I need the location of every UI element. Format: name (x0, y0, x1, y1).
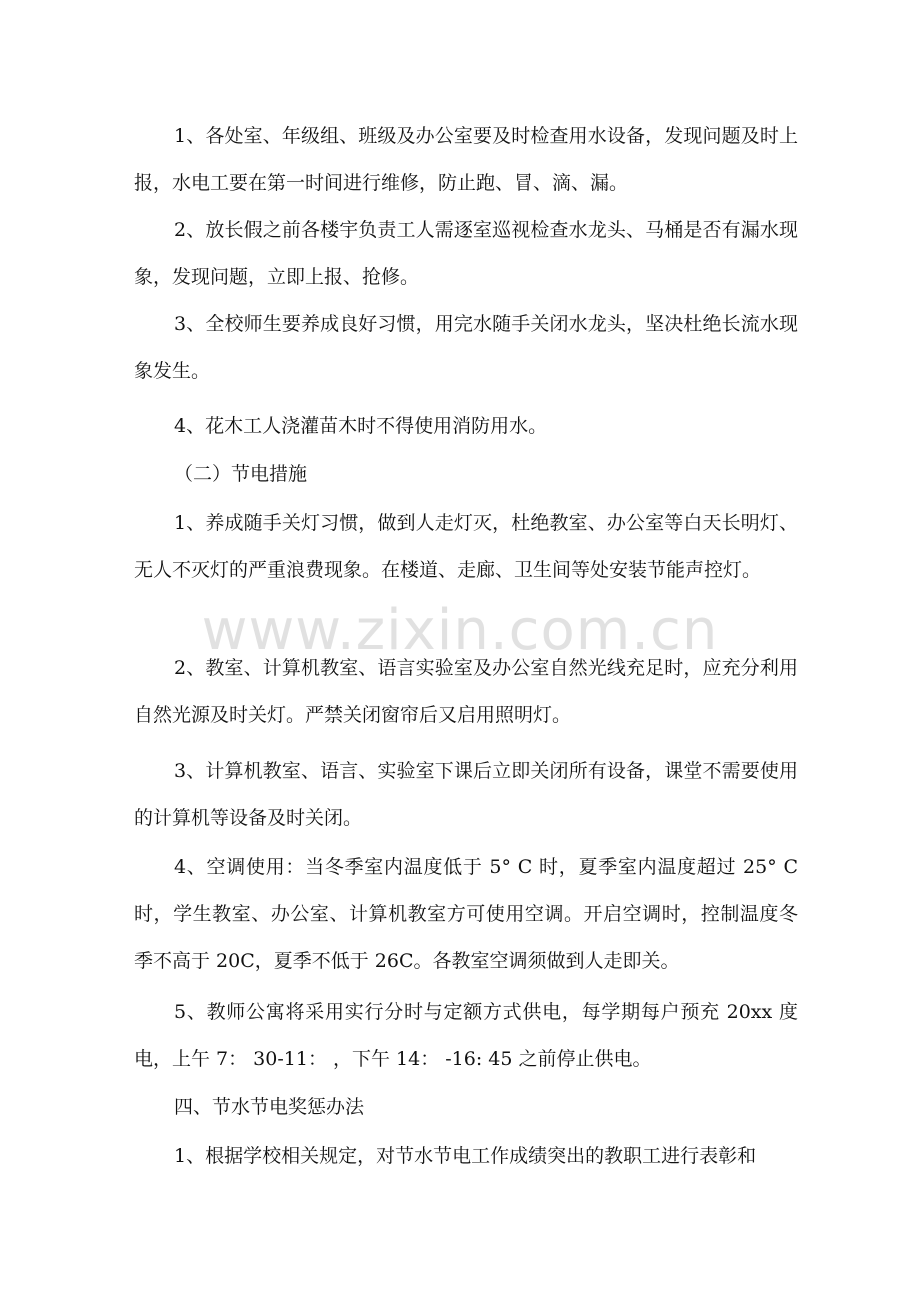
section-heading-electricity: （二）节电措施 (174, 463, 308, 485)
paragraph-power-2: 2、教室、计算机教室、语言实验室及办公室自然光线充足时，应充分利用自然光源及时关灯。严禁关闭窗帘后又启用照明灯。 (134, 657, 798, 726)
paragraph-water-2: 2、放长假之前各楼宇负责工人需逐室巡视检查水龙头、马桶是否有漏水现象，发现问题，立即上报、抢修。 (134, 219, 798, 288)
paragraph-power-4: 4、空调使用：当冬季室内温度低于 5° C 时，夏季室内温度超过 25° C 时，学生教室、办公室、计算机教室方可使用空调。开启空调时，控制温度冬季不高于 20C，夏季不低于 26C。各教室空调须做到人走即关。 (134, 856, 798, 972)
paragraph-power-5: 5、教师公寓将采用实行分时与定额方式供电，每学期每户预充 20xx 度电，上午 7： 30-11： ，下午 14： -16: 45 之前停止供电。 (134, 1001, 798, 1070)
paragraph-power-1: 1、养成随手关灯习惯，做到人走灯灭，杜绝教室、办公室等白天长明灯、无人不灭灯的严重浪费现象。在楼道、走廊、卫生间等处安装节能声控灯。 (134, 512, 798, 581)
paragraph-rewards-1: 1、根据学校相关规定，对节水节电工作成绩突出的教职工进行表彰和 (174, 1145, 757, 1167)
paragraph-power-3: 3、计算机教室、语言、实验室下课后立即关闭所有设备，课堂不需要使用的计算机等设备及时关闭。 (134, 760, 798, 829)
paragraph-water-1: 1、各处室、年级组、班级及办公室要及时检查用水设备，发现问题及时上报，水电工要在第一时间进行维修，防止跑、冒、滴、漏。 (134, 125, 798, 194)
watermark: www.zixin.com.cn (201, 598, 719, 663)
paragraph-water-3: 3、全校师生要养成良好习惯，用完水随手关闭水龙头，坚决杜绝长流水现象发生。 (134, 313, 798, 382)
paragraph-water-4: 4、花木工人浇灌苗木时不得使用消防用水。 (174, 415, 548, 437)
section-heading-rewards: 四、节水节电奖惩办法 (174, 1096, 365, 1118)
